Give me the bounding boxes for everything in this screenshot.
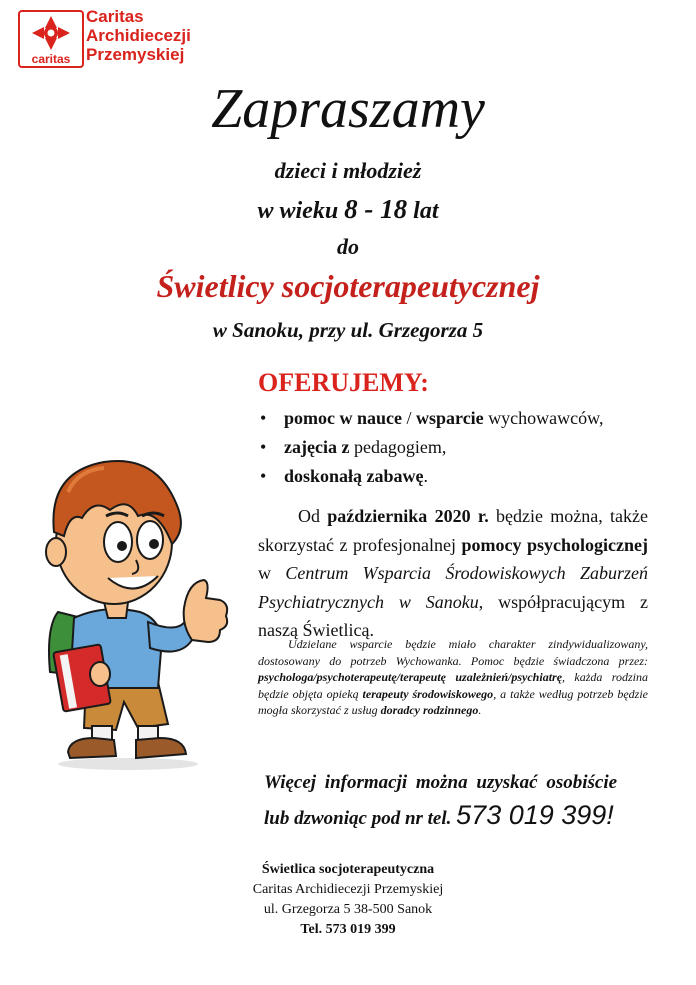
contact-line-1: Więcej informacji można uzyskać osobiście <box>264 772 618 793</box>
footer-address: Świetlica socjoterapeutyczna Caritas Archidiecezji Przemyskiej ul. Grzegorza 5 38-500 Sanok Tel. 573 019 399 <box>252 862 444 937</box>
caritas-logo <box>18 10 84 68</box>
support-details-paragraph: Udzielane wsparcie będzie miało charakter zindywidualizowany, dostosowany do potrzeb Wychowanka. Pomoc będzie świadczona przez: psychologa/psychoterapeutę/terapeutę uzależnień/psychiatrę, każda rodzina będzie objęta opieką terapeuty środowiskowego, a także według potrzeb będzie mogła skorzystać z usług doradcy rodzinnego. <box>258 637 648 717</box>
cartoon-boy-thumbs-up-illustration <box>8 412 240 772</box>
to-line: do <box>337 234 359 259</box>
age-line: w wieku 8 - 18 lat <box>257 194 439 224</box>
offer-list <box>258 404 603 491</box>
audience-line: dzieci i młodzież <box>274 158 422 183</box>
psych-help-paragraph: Od października 2020 r. będzie można, także skorzystać z profesjonalnej pomocy psychologicznej w Centrum Wsparcia Środowiskowych Zaburzeń Psychiatrycznych w Sanoku, współpracującym z naszą Świetlicą. <box>258 506 649 640</box>
contact-line-2: lub dzwoniąc pod nr tel. 573 019 399! <box>264 800 614 830</box>
org-name: Caritas Archidiecezji Przemyskiej <box>86 7 191 64</box>
offer-item: • doskonałą zabawę. <box>258 462 603 491</box>
logo-word: caritas <box>31 52 71 66</box>
phone-number: 573 019 399! <box>456 800 614 830</box>
facility-heading: Świetlicy socjoterapeutycznej <box>156 268 540 304</box>
offer-item: • zajęcia z pedagogiem, <box>258 433 603 462</box>
age-range: 8 - 18 <box>344 194 408 224</box>
caritas-cross-icon <box>24 14 78 52</box>
offer-item: • pomoc w nauce / wsparcie wychowawców, <box>258 404 603 433</box>
offer-heading: OFERUJEMY: <box>258 368 429 397</box>
page-title: Zapraszamy <box>211 78 485 140</box>
address-line: w Sanoku, przy ul. Grzegorza 5 <box>212 318 484 342</box>
